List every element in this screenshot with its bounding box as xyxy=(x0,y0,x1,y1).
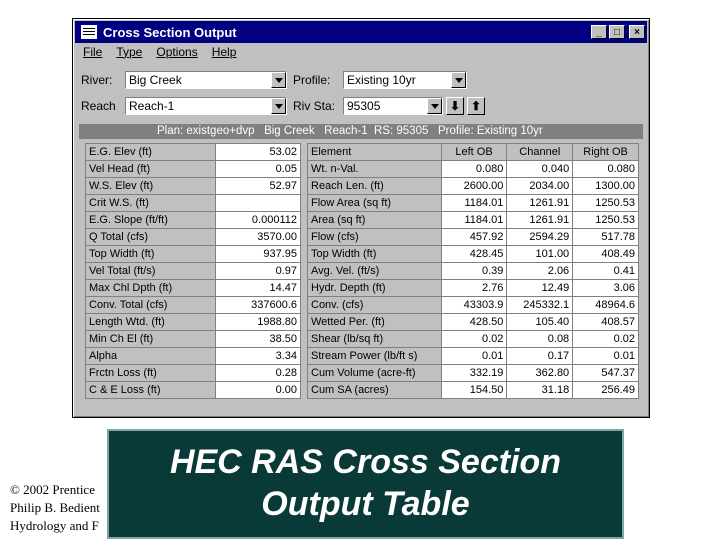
element-value[interactable]: 0.080 xyxy=(441,161,507,178)
element-value[interactable]: 48964.6 xyxy=(573,297,639,314)
reach-label: Reach xyxy=(81,99,116,113)
element-label: Area (sq ft) xyxy=(308,212,442,229)
element-table-header xyxy=(308,144,639,161)
element-value[interactable]: 1184.01 xyxy=(441,195,507,212)
summary-row xyxy=(86,246,301,263)
summary-value[interactable]: 3570.00 xyxy=(216,229,301,246)
element-row xyxy=(308,314,639,331)
menu-help[interactable]: Help xyxy=(211,45,237,59)
riv-sta-select[interactable] xyxy=(343,97,443,115)
header-right-ob: Right OB xyxy=(573,144,639,161)
element-row xyxy=(308,365,639,382)
summary-row xyxy=(86,161,301,178)
summary-row xyxy=(86,263,301,280)
summary-label: Vel Head (ft) xyxy=(86,161,216,178)
header-element: Element xyxy=(308,144,442,161)
element-label: Conv. (cfs) xyxy=(308,297,442,314)
element-value[interactable]: 0.41 xyxy=(573,263,639,280)
element-value[interactable]: 256.49 xyxy=(573,382,639,399)
menu-options[interactable]: Options xyxy=(156,45,198,59)
summary-value[interactable]: 52.97 xyxy=(216,178,301,195)
summary-value[interactable]: 14.47 xyxy=(216,280,301,297)
summary-label: Alpha xyxy=(86,348,216,365)
menu-bar xyxy=(77,45,236,63)
element-row xyxy=(308,331,639,348)
summary-label: E.G. Elev (ft) xyxy=(86,144,216,161)
summary-value[interactable] xyxy=(216,195,301,212)
element-row xyxy=(308,382,639,399)
element-value[interactable]: 408.49 xyxy=(573,246,639,263)
summary-table xyxy=(85,143,301,399)
summary-value[interactable]: 1988.80 xyxy=(216,314,301,331)
element-label: Top Width (ft) xyxy=(308,246,442,263)
element-value[interactable]: 1261.91 xyxy=(507,195,573,212)
element-table xyxy=(307,143,639,399)
element-label: Wetted Per. (ft) xyxy=(308,314,442,331)
summary-row xyxy=(86,144,301,161)
element-value[interactable]: 428.50 xyxy=(441,314,507,331)
element-value[interactable]: 0.39 xyxy=(441,263,507,280)
element-value[interactable]: 1250.53 xyxy=(573,212,639,229)
summary-value[interactable]: 38.50 xyxy=(216,331,301,348)
plan-info-bar xyxy=(79,124,643,139)
summary-label: Q Total (cfs) xyxy=(86,229,216,246)
summary-value[interactable]: 937.95 xyxy=(216,246,301,263)
element-row xyxy=(308,263,639,280)
summary-row xyxy=(86,195,301,212)
element-value[interactable]: 2.06 xyxy=(507,263,573,280)
summary-label: W.S. Elev (ft) xyxy=(86,178,216,195)
summary-row xyxy=(86,382,301,399)
element-value[interactable]: 1261.91 xyxy=(507,212,573,229)
element-row xyxy=(308,280,639,297)
caption-line-1: HEC RAS Cross Section xyxy=(169,443,562,481)
summary-row xyxy=(86,178,301,195)
element-value[interactable]: 457.92 xyxy=(441,229,507,246)
reach-select[interactable] xyxy=(125,97,287,115)
copyright-line-2: Philip B. Bedient xyxy=(10,500,100,515)
chevron-down-icon[interactable] xyxy=(271,98,286,114)
element-value[interactable]: 428.45 xyxy=(441,246,507,263)
element-value[interactable]: 517.78 xyxy=(573,229,639,246)
element-value[interactable]: 0.01 xyxy=(441,348,507,365)
chevron-down-icon[interactable] xyxy=(427,98,442,114)
window-title: Cross Section Output xyxy=(103,24,237,40)
element-value[interactable]: 245332.1 xyxy=(507,297,573,314)
element-row xyxy=(308,297,639,314)
element-value[interactable]: 2594.29 xyxy=(507,229,573,246)
element-label: Avg. Vel. (ft/s) xyxy=(308,263,442,280)
element-value[interactable]: 101.00 xyxy=(507,246,573,263)
element-label: Flow (cfs) xyxy=(308,229,442,246)
element-value[interactable]: 105.40 xyxy=(507,314,573,331)
element-value[interactable]: 0.02 xyxy=(441,331,507,348)
summary-row xyxy=(86,314,301,331)
summary-label: Max Chl Dpth (ft) xyxy=(86,280,216,297)
chevron-down-icon[interactable] xyxy=(451,72,466,88)
summary-label: Crit W.S. (ft) xyxy=(86,195,216,212)
element-value[interactable]: 332.19 xyxy=(441,365,507,382)
summary-value[interactable]: 3.34 xyxy=(216,348,301,365)
element-value[interactable]: 0.080 xyxy=(573,161,639,178)
down-arrow-button[interactable]: ⬇ xyxy=(446,97,464,115)
element-label: Cum Volume (acre-ft) xyxy=(308,365,442,382)
summary-label: E.G. Slope (ft/ft) xyxy=(86,212,216,229)
summary-label: Conv. Total (cfs) xyxy=(86,297,216,314)
maximize-button[interactable]: □ xyxy=(609,25,625,39)
header-channel: Channel xyxy=(507,144,573,161)
summary-value[interactable]: 0.05 xyxy=(216,161,301,178)
element-label: Hydr. Depth (ft) xyxy=(308,280,442,297)
close-button[interactable]: × xyxy=(629,25,645,39)
summary-label: Top Width (ft) xyxy=(86,246,216,263)
element-row xyxy=(308,178,639,195)
element-value[interactable]: 2.76 xyxy=(441,280,507,297)
summary-label: Length Wtd. (ft) xyxy=(86,314,216,331)
summary-label: Frctn Loss (ft) xyxy=(86,365,216,382)
element-value[interactable]: 31.18 xyxy=(507,382,573,399)
copyright-line-1: © 2002 Prentice xyxy=(10,482,95,497)
title-bar xyxy=(75,21,647,43)
element-label: Shear (lb/sq ft) xyxy=(308,331,442,348)
element-label: Flow Area (sq ft) xyxy=(308,195,442,212)
profile-select[interactable] xyxy=(343,71,467,89)
chevron-down-icon[interactable] xyxy=(271,72,286,88)
element-row xyxy=(308,195,639,212)
element-row xyxy=(308,229,639,246)
riv-sta-label: Riv Sta: xyxy=(293,99,336,113)
header-left-ob: Left OB xyxy=(441,144,507,161)
element-value[interactable]: 1300.00 xyxy=(573,178,639,195)
system-menu-icon[interactable] xyxy=(81,25,97,39)
element-value[interactable]: 408.57 xyxy=(573,314,639,331)
element-row xyxy=(308,348,639,365)
summary-value[interactable]: 0.00 xyxy=(216,382,301,399)
summary-row xyxy=(86,348,301,365)
menu-type[interactable]: Type xyxy=(116,45,143,59)
summary-value[interactable]: 53.02 xyxy=(216,144,301,161)
profile-label: Profile: xyxy=(293,73,331,87)
element-value[interactable]: 1250.53 xyxy=(573,195,639,212)
reach-value: Reach-1 xyxy=(129,99,175,113)
menu-file[interactable]: File xyxy=(83,45,103,59)
copyright-line-3: Hydrology and F xyxy=(10,518,99,533)
summary-row xyxy=(86,212,301,229)
element-row xyxy=(308,161,639,178)
element-label: Cum SA (acres) xyxy=(308,382,442,399)
plan-info-text: Plan: existgeo+dvp Big Creek Reach-1 RS: 95305 Profile: Existing 10yr xyxy=(157,125,543,137)
copyright-notice xyxy=(10,481,106,535)
summary-row xyxy=(86,297,301,314)
summary-row xyxy=(86,365,301,382)
element-label: Wt. n-Val. xyxy=(308,161,442,178)
summary-row xyxy=(86,280,301,297)
up-arrow-button[interactable]: ⬆ xyxy=(467,97,485,115)
element-value[interactable]: 0.01 xyxy=(573,348,639,365)
summary-value[interactable]: 0.97 xyxy=(216,263,301,280)
element-value[interactable]: 154.50 xyxy=(441,382,507,399)
profile-value: Existing 10yr xyxy=(347,73,416,87)
element-label: Stream Power (lb/ft s) xyxy=(308,348,442,365)
element-label: Reach Len. (ft) xyxy=(308,178,442,195)
slide-caption xyxy=(107,429,624,539)
riv-sta-value: 95305 xyxy=(347,99,381,113)
element-value[interactable]: 0.040 xyxy=(507,161,573,178)
element-value[interactable]: 0.02 xyxy=(573,331,639,348)
element-value[interactable]: 2600.00 xyxy=(441,178,507,195)
element-value[interactable]: 1184.01 xyxy=(441,212,507,229)
summary-label: Min Ch El (ft) xyxy=(86,331,216,348)
element-value[interactable]: 3.06 xyxy=(573,280,639,297)
river-select[interactable] xyxy=(125,71,287,89)
element-value[interactable]: 2034.00 xyxy=(507,178,573,195)
summary-label: C & E Loss (ft) xyxy=(86,382,216,399)
caption-line-2: Output Table xyxy=(261,485,470,523)
river-label: River: xyxy=(81,73,113,87)
minimize-button[interactable]: _ xyxy=(591,25,607,39)
summary-value[interactable]: 0.000112 xyxy=(216,212,301,229)
summary-value[interactable]: 0.28 xyxy=(216,365,301,382)
river-value: Big Creek xyxy=(129,73,182,87)
summary-row xyxy=(86,331,301,348)
summary-value[interactable]: 337600.6 xyxy=(216,297,301,314)
element-value[interactable]: 0.08 xyxy=(507,331,573,348)
element-row xyxy=(308,246,639,263)
element-value[interactable]: 362.80 xyxy=(507,365,573,382)
element-row xyxy=(308,212,639,229)
summary-row xyxy=(86,229,301,246)
element-value[interactable]: 43303.9 xyxy=(441,297,507,314)
element-value[interactable]: 547.37 xyxy=(573,365,639,382)
summary-label: Vel Total (ft/s) xyxy=(86,263,216,280)
element-value[interactable]: 12.49 xyxy=(507,280,573,297)
element-value[interactable]: 0.17 xyxy=(507,348,573,365)
cross-section-output-window xyxy=(72,18,650,418)
